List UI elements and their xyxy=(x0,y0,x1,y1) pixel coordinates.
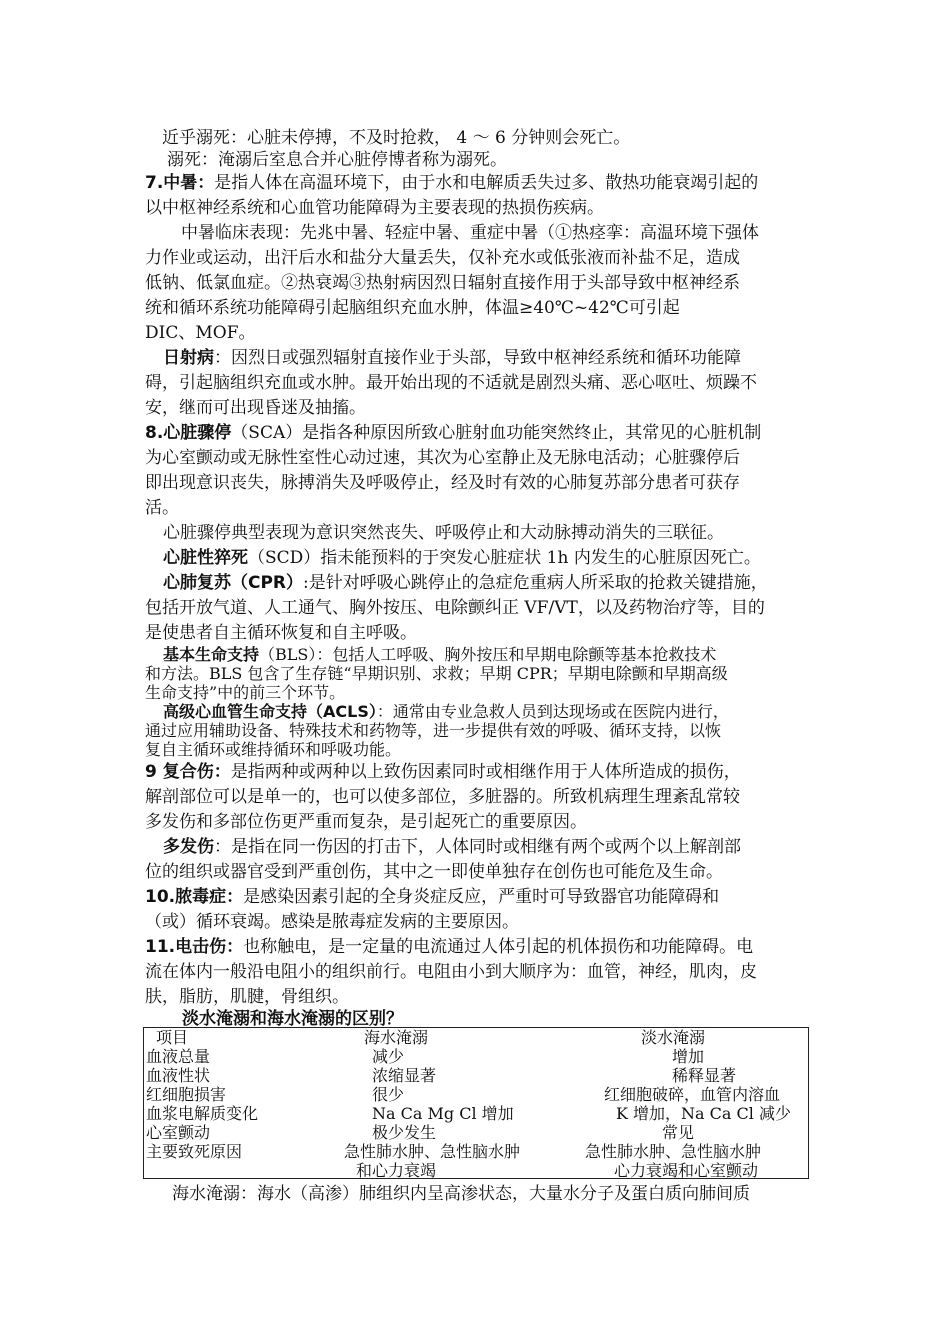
table-cell: 增加 xyxy=(672,1047,705,1066)
paragraph-line: 低钠、低氯血症。②热衰竭③热射病因烈日辐射直接作用于头部导致中枢神经系 xyxy=(145,273,740,293)
paragraph-line: 复自主循环或维持循环和呼吸功能。 xyxy=(145,740,402,759)
table-cell: 红细胞破碎，血管内溶血 xyxy=(604,1085,781,1104)
paragraph-line: 流在体内一般沿电阻小的组织前行。电阻由小到大顺序为：血管，神经，肌肉，皮 xyxy=(145,962,757,982)
table-header-freshwater: 淡水淹溺 xyxy=(641,1028,706,1047)
paragraph-line: 是使患者自主循环恢复和自主呼吸。 xyxy=(145,623,417,643)
paragraph-line: 肤，脂肪，肌腱，骨组织。 xyxy=(145,987,349,1007)
paragraph-triad: 心脏骤停典型表现为意识突然丧失、呼吸停止和大动脉搏动消失的三联征。 xyxy=(163,523,724,543)
table-cell: 心力衰竭和心室颤动 xyxy=(614,1161,759,1180)
paragraph-scd: 心脏性猝死（SCD）指未能预料的于突发心脏症状 1h 内发生的心脏原因死亡。 xyxy=(163,548,761,568)
paragraph-heatstroke-clinical: 中暑临床表现：先兆中暑、轻症中暑、重症中暑（①热痉挛：高温环境下强体 xyxy=(181,223,759,243)
heading-sepsis: 10.脓毒症：是感染因素引起的全身炎症反应，严重时可导致器官功能障碍和 xyxy=(145,887,720,907)
table-header-item: 项目 xyxy=(156,1028,189,1047)
paragraph-line: 活。 xyxy=(145,498,179,518)
paragraph-seawater-drowning: 海水淹溺：海水（高渗）肺组织内呈高渗状态，大量水分子及蛋白质向肺间质 xyxy=(172,1184,750,1204)
heading-heatstroke: 7.中暑：是指人体在高温环境下，由于水和电解质丢失过多、散热功能衰竭引起的 xyxy=(145,173,759,193)
table-cell: K 增加，Na Ca Cl 减少 xyxy=(616,1104,791,1123)
paragraph-line: 生命支持”中的前三个环节。 xyxy=(145,683,346,702)
paragraph-line: 即出现意识丧失，脉搏消失及呼吸停止，经及时有效的心肺复苏部分患者可获存 xyxy=(145,473,740,493)
paragraph-line: 统和循环系统功能障碍引起脑组织充血水肿，体温≥40℃~42℃可引起 xyxy=(145,298,680,318)
paragraph-line: 多发伤和多部位伤更严重而复杂，是引起死亡的重要原因。 xyxy=(145,812,587,832)
table-cell: 血液总量 xyxy=(146,1047,211,1066)
paragraph-line: 包括开放气道、人工通气、胸外按压、电除颤纠正 VF/VT，以及药物治疗等，目的 xyxy=(145,598,765,618)
paragraph-line: 通过应用辅助设备、特殊技术和药物等，进一步提供有效的呼吸、循环支持，以恢 xyxy=(145,721,722,740)
table-cell: 主要致死原因 xyxy=(146,1142,243,1161)
table-cell: 血液性状 xyxy=(146,1066,211,1085)
table-cell: 急性肺水肿、急性脑水肿 xyxy=(585,1142,762,1161)
table-cell: 急性肺水肿、急性脑水肿 xyxy=(344,1142,521,1161)
paragraph-near-drowning: 近乎溺死：心脏未停搏，不及时抢救， 4 ～ 6 分钟则会死亡。 xyxy=(162,128,631,148)
paragraph-drowning: 溺死：淹溺后室息合并心脏停博者称为溺死。 xyxy=(167,150,507,170)
paragraph-line: 力作业或运动，出汗后水和盐分大量丢失，仅补充水或低张液而补盐不足，造成 xyxy=(145,248,740,268)
paragraph-multiple-injury: 多发伤：是指在同一伤因的打击下，人体同时或相继有两个或两个以上解剖部 xyxy=(163,837,741,857)
paragraph-bls: 基本生命支持（BLS）：包括人工呼吸、胸外按压和早期电除颤等基本抢救技术 xyxy=(163,645,717,664)
paragraph-cpr: 心肺复苏（CPR）:是针对呼吸心跳停止的急症危重病人所采取的抢救关键措施， xyxy=(163,573,768,593)
table-cell: 血浆电解质变化 xyxy=(146,1104,259,1123)
heading-cardiac-arrest: 8.心脏骤停（SCA）是指各种原因所致心脏射血功能突然终止，其常见的心脏机制 xyxy=(145,423,762,443)
comparison-table xyxy=(143,1027,809,1179)
paragraph-line: 以中枢神经系统和心血管功能障碍为主要表现的热损伤疾病。 xyxy=(145,198,604,218)
table-cell: Na Ca Mg Cl 增加 xyxy=(372,1104,514,1123)
table-cell: 常见 xyxy=(662,1123,695,1142)
paragraph-line: 碍，引起脑组织充血或水肿。最开始出现的不适就是剧烈头痛、恶心呕吐、烦躁不 xyxy=(145,373,757,393)
paragraph-acls: 高级心血管生命支持（ACLS）：通常由专业急救人员到达现场或在医院内进行， xyxy=(163,702,729,721)
paragraph-line: （或）循环衰竭。感染是脓毒症发病的主要原因。 xyxy=(145,912,519,932)
paragraph-line: 解剖部位可以是单一的，也可以使多部位，多脏器的。所致机病理生理紊乱常较 xyxy=(145,787,740,807)
table-cell: 很少 xyxy=(372,1085,405,1104)
table-cell: 和心力衰竭 xyxy=(356,1161,437,1180)
table-cell: 心室颤动 xyxy=(146,1123,211,1142)
table-cell: 稀释显著 xyxy=(672,1066,737,1085)
table-cell: 浓缩显著 xyxy=(372,1066,437,1085)
table-header-seawater: 海水淹溺 xyxy=(364,1028,429,1047)
paragraph-line: DIC、MOF。 xyxy=(145,323,256,343)
table-caption: 淡水淹溺和海水淹溺的区别？ xyxy=(182,1009,403,1029)
table-cell: 极少发生 xyxy=(372,1123,437,1142)
paragraph-line: 为心室颤动或无脉性室性心动过速，其次为心室静止及无脉电活动；心脏骤停后 xyxy=(145,448,740,468)
paragraph-line: 安，继而可出现昏迷及抽搐。 xyxy=(145,398,366,418)
heading-electric-injury: 11.电击伤：也称触电，是一定量的电流通过人体引起的机体损伤和功能障碍。电 xyxy=(145,937,754,957)
table-cell: 红细胞损害 xyxy=(146,1085,227,1104)
paragraph-line: 位的组织或器官受到严重创伤，其中之一即使单独存在创伤也可能危及生命。 xyxy=(145,862,723,882)
paragraph-sunstroke: 日射病：因烈日或强烈辐射直接作业于头部，导致中枢神经系统和循环功能障 xyxy=(163,348,741,368)
heading-combined-injury: 9 复合伤：是指两种或两种以上致伤因素同时或相继作用于人体所造成的损伤， xyxy=(145,762,741,782)
table-cell: 减少 xyxy=(372,1047,405,1066)
paragraph-line: 和方法。BLS 包含了生存链“早期识别、求救；早期 CPR；早期电除颤和早期高级 xyxy=(145,664,728,683)
